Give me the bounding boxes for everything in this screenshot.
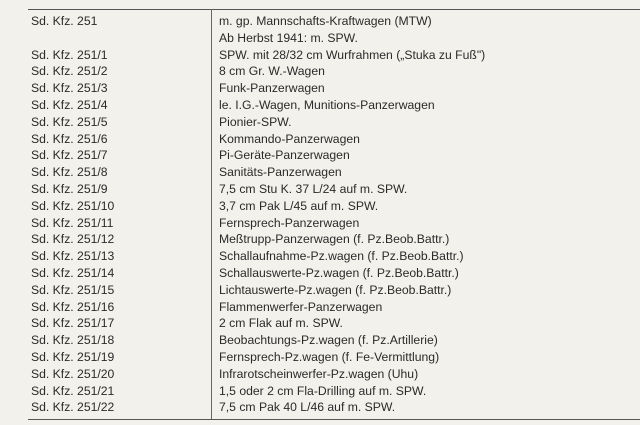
table-top-rule — [28, 9, 640, 10]
table-row — [0, 30, 640, 47]
table-row — [0, 315, 640, 332]
designation-cell: Sd. Kfz. 251/19 — [31, 349, 115, 364]
designation-cell: Sd. Kfz. 251/5 — [31, 114, 108, 129]
designation-cell: Sd. Kfz. 251/15 — [31, 282, 115, 297]
designation-cell: Sd. Kfz. 251/11 — [31, 215, 114, 230]
description-cell: Pi-Geräte-Panzerwagen — [219, 148, 350, 163]
description-cell: le. I.G.-Wagen, Munitions-Panzerwagen — [219, 97, 435, 112]
table-row — [0, 332, 640, 349]
description-cell: SPW. mit 28/32 cm Wurfrahmen („Stuka zu Fuß") — [219, 47, 486, 62]
table-row — [0, 248, 640, 265]
description-cell: Lichtauswerte-Pz.wagen (f. Pz.Beob.Battr.) — [219, 282, 452, 297]
table-row — [0, 349, 640, 366]
designation-cell: Sd. Kfz. 251/22 — [31, 400, 115, 415]
description-cell: Pionier-SPW. — [219, 114, 292, 129]
designation-cell: Sd. Kfz. 251/14 — [31, 265, 115, 280]
description-cell: 2 cm Flak auf m. SPW. — [219, 316, 343, 331]
table-row — [0, 282, 640, 299]
table-row — [0, 383, 640, 400]
table-row — [0, 63, 640, 80]
description-cell: Meßtrupp-Panzerwagen (f. Pz.Beob.Battr.) — [219, 232, 450, 247]
table-bottom-rule — [28, 419, 640, 420]
description-cell: Fernsprech-Panzerwagen — [219, 215, 360, 230]
description-cell: Funk-Panzerwagen — [219, 81, 325, 96]
designation-cell: Sd. Kfz. 251/18 — [31, 333, 115, 348]
designation-cell: Sd. Kfz. 251/7 — [31, 148, 108, 163]
description-cell: Beobachtungs-Pz.wagen (f. Pz.Artillerie) — [219, 333, 438, 348]
designation-cell: Sd. Kfz. 251/20 — [31, 366, 115, 381]
description-cell: 7,5 cm Pak 40 L/46 auf m. SPW. — [219, 400, 396, 415]
designation-cell: Sd. Kfz. 251/8 — [31, 165, 108, 180]
description-cell: Schallauswerte-Pz.wagen (f. Pz.Beob.Battr.) — [219, 265, 459, 280]
designation-cell: Sd. Kfz. 251/17 — [31, 316, 115, 331]
table-row — [0, 80, 640, 97]
designation-cell: Sd. Kfz. 251/4 — [31, 97, 108, 112]
designation-cell: Sd. Kfz. 251/12 — [31, 232, 115, 247]
description-cell: Kommando-Panzerwagen — [219, 131, 360, 146]
table-row — [0, 265, 640, 282]
description-cell: Fernsprech-Pz.wagen (f. Fe-Vermittlung) — [219, 349, 440, 364]
description-cell: 3,7 cm Pak L/45 auf m. SPW. — [219, 198, 379, 213]
table-row — [0, 198, 640, 215]
designation-cell: Sd. Kfz. 251/16 — [31, 299, 115, 314]
description-cell: 7,5 cm Stu K. 37 L/24 auf m. SPW. — [219, 181, 408, 196]
description-cell: Sanitäts-Panzerwagen — [219, 165, 342, 180]
description-cell: 8 cm Gr. W.-Wagen — [219, 64, 325, 79]
table-row — [0, 181, 640, 198]
designation-cell: Sd. Kfz. 251/13 — [31, 249, 115, 264]
designation-cell: Sd. Kfz. 251/6 — [31, 131, 108, 146]
designation-cell: Sd. Kfz. 251/10 — [31, 198, 115, 213]
table-row — [0, 13, 640, 30]
table-row — [0, 366, 640, 383]
designation-cell: Sd. Kfz. 251/3 — [31, 81, 108, 96]
designation-cell: Sd. Kfz. 251 — [31, 14, 98, 28]
table-row — [0, 47, 640, 64]
table-row — [0, 231, 640, 248]
description-cell: Flammenwerfer-Panzerwagen — [219, 299, 383, 314]
description-cell: Schallaufnahme-Pz.wagen (f. Pz.Beob.Battr.) — [219, 249, 464, 264]
designation-cell: Sd. Kfz. 251/2 — [31, 64, 108, 79]
table-row — [0, 164, 640, 181]
description-cell: 1,5 oder 2 cm Fla-Drilling auf m. SPW. — [219, 383, 427, 398]
table-row — [0, 97, 640, 114]
description-cell: m. gp. Mannschafts-Kraftwagen (MTW) — [219, 14, 432, 28]
table-row — [0, 399, 640, 416]
designation-cell: Sd. Kfz. 251/9 — [31, 181, 108, 196]
designation-cell: Sd. Kfz. 251/1 — [31, 47, 108, 62]
designation-cell: Sd. Kfz. 251/21 — [31, 383, 115, 398]
table-row — [0, 131, 640, 148]
table-row — [0, 215, 640, 232]
description-cell: Ab Herbst 1941: m. SPW. — [219, 30, 358, 45]
table-row — [0, 147, 640, 164]
table-row — [0, 299, 640, 316]
table-row — [0, 114, 640, 131]
vehicle-table — [0, 13, 640, 416]
description-cell: Infrarotscheinwerfer-Pz.wagen (Uhu) — [219, 366, 419, 381]
